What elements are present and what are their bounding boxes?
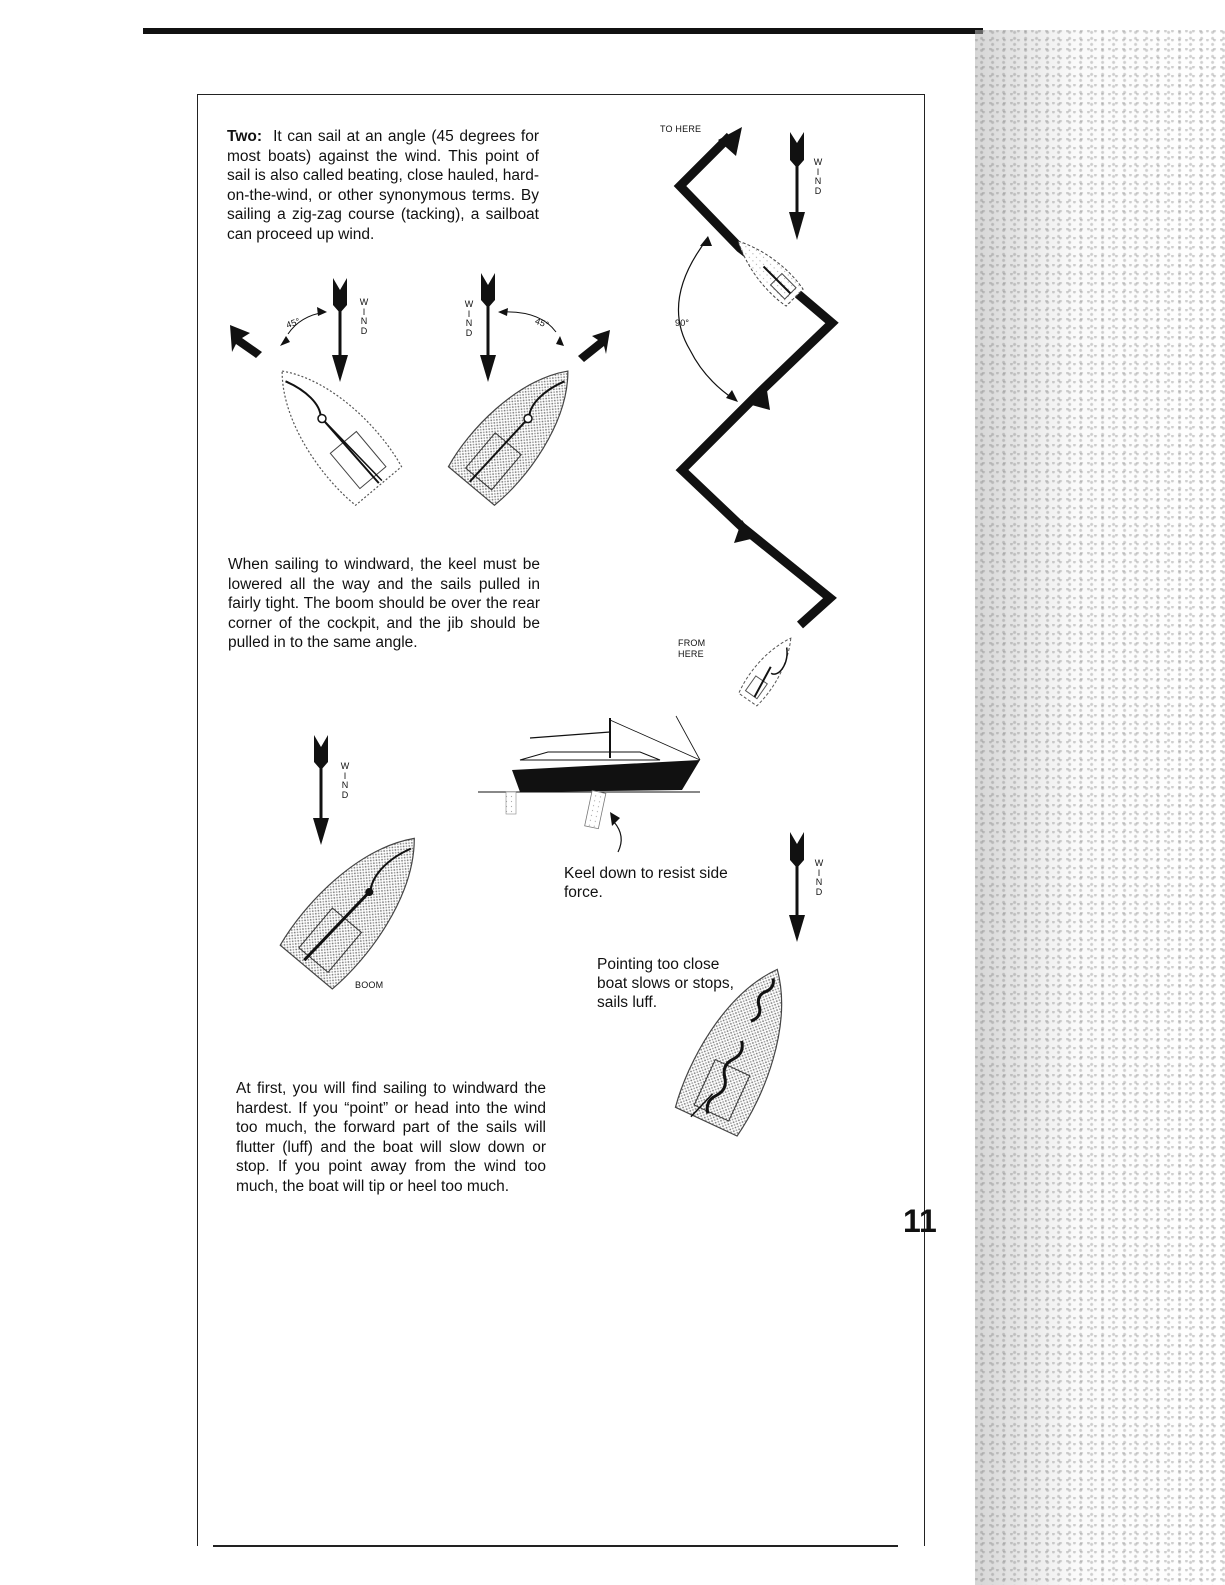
boat-with-boom bbox=[278, 814, 443, 991]
zigzag-boat-lower bbox=[737, 631, 801, 707]
windward-trim-paragraph: When sailing to windward, the keel must be lowered all the way and the sails pulled in fairly tight. The boom should be over the rear corner of the cockpit, and the jib should be pulled in to the same angle. bbox=[228, 556, 540, 652]
from-here-label-1: FROM bbox=[678, 638, 706, 648]
wind-label-right-boat: W I N D bbox=[464, 299, 474, 338]
pointing-paragraph: At first, you will find sailing to windward the hardest. If you “point” or head into the wind too much, the forward part of the sails will flutter (luff) and the boat will slow down or stop. If you point away from the wind too much, the boat will tip or heel too much. bbox=[236, 1080, 546, 1195]
angle-90-label: 90° bbox=[675, 318, 690, 328]
wind-arrow-top-right bbox=[789, 132, 805, 240]
tacking-course bbox=[680, 127, 832, 625]
boom-label: BOOM bbox=[355, 980, 384, 990]
wind-arrow-bottom-right bbox=[789, 832, 805, 942]
side-view-boat bbox=[478, 716, 700, 852]
wind-label-bottom-right: W I N D bbox=[814, 858, 824, 897]
luffing-boat bbox=[672, 954, 812, 1140]
pointing-close-callout: Pointing too close boat slows or stops, sails luff. bbox=[597, 956, 734, 1011]
angle-45-right-label: 45° bbox=[533, 315, 551, 331]
to-here-label: TO HERE bbox=[660, 124, 702, 134]
wind-arrow-right-pair bbox=[480, 273, 610, 382]
wind-label-mid-left: W I N D bbox=[340, 761, 350, 800]
close-hauled-boat-left bbox=[256, 350, 404, 508]
intro-lead: Two: bbox=[227, 128, 263, 145]
wind-arrow-mid-left bbox=[313, 735, 329, 845]
close-hauled-boat-right bbox=[446, 350, 594, 508]
from-here-label-2: HERE bbox=[678, 649, 704, 659]
zigzag-boat-upper bbox=[728, 231, 804, 307]
angle-45-left-label: 45° bbox=[284, 315, 302, 331]
keel-callout: Keel down to resist side force. bbox=[564, 865, 728, 901]
angle-90-arc bbox=[678, 236, 738, 402]
wind-arrow-left-pair bbox=[230, 278, 348, 382]
wind-label-left-boat: W I N D bbox=[359, 297, 369, 336]
intro-body: It can sail at an angle (45 degrees for most boats) against the wind. This point of sail is also called beating, close hauled, hard-on-the-wind, or other synonymous terms. By sailing a zig-zag course (tacking), a sailboat can proceed up wind. bbox=[227, 128, 539, 243]
wind-label-top-right: W I N D bbox=[813, 157, 823, 196]
page-number: 11 bbox=[903, 1203, 937, 1239]
